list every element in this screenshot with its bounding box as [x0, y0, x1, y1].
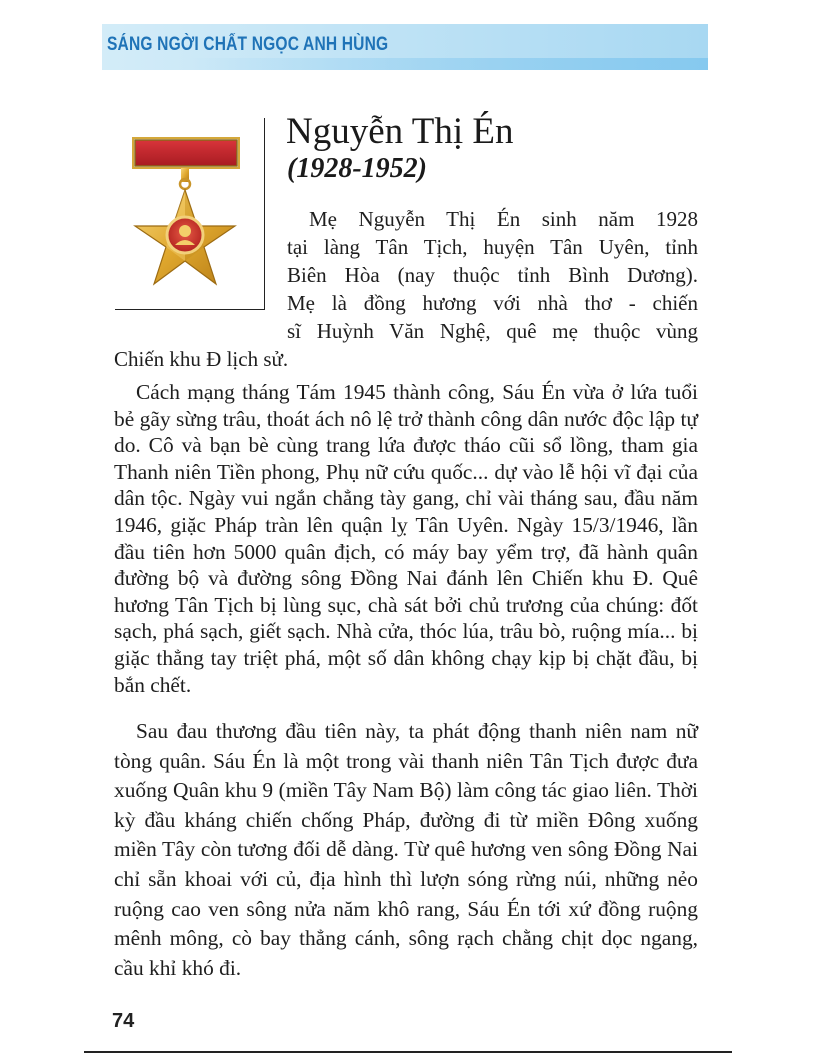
- intro-line: Biên Hòa (nay thuộc tỉnh Bình Dương).: [287, 263, 698, 287]
- intro-line: sĩ Huỳnh Văn Nghệ, quê mẹ thuộc vùng: [287, 319, 698, 343]
- footer-rule: [84, 1051, 732, 1053]
- medal-frame-rule-vertical: [264, 118, 265, 310]
- section-title: SÁNG NGỜI CHẤT NGỌC ANH HÙNG: [107, 34, 389, 55]
- body-paragraph-3: Sau đau thương đầu tiên này, ta phát động thanh niên nam nữ tòng quân. Sáu Én là một trong vài thanh niên Tân Tịch được đưa xuống Quân khu 9 (miền Tây Nam Bộ) làm công tác giao liên. Thời kỳ đầu kháng chiến chống Pháp, đường đi từ miền Đông xuống miền Tây còn tương đối dễ dàng. Từ quê hương ven sông Đồng Nai chỉ sẵn khoai với củ, địa hình thì lượn sóng rừng núi, những nẻo ruộng cao ven sông nửa năm khô rang, Sáu Én tới xứ đồng ruộng mênh mông, cò bay thẳng cánh, sông rạch chằng chịt dọc ngang, cầu khỉ khó đi.: [114, 719, 698, 980]
- hero-name: Nguyễn Thị Én: [286, 111, 514, 152]
- intro-line: Chiến khu Đ lịch sử.: [114, 347, 289, 371]
- medal-frame-rule-horizontal: [115, 309, 265, 310]
- hero-years: (1928-1952): [287, 153, 427, 184]
- intro-line: Mẹ Nguyễn Thị Én sinh năm 1928: [309, 207, 698, 231]
- body-paragraph-2: Cách mạng tháng Tám 1945 thành công, Sáu Én vừa ở lứa tuổi bẻ gãy sừng trâu, thoát ách nô lệ trở thành công dân nước độc lập tự do. Cô và bạn bè cùng trang lứa được tháo cũi sổ lồng, tham gia Thanh niên Tiền phong, Phụ nữ cứu quốc... dự vào lễ hội vĩ đại của dân tộc. Ngày vui ngắn chẳng tày gang, chỉ vài tháng sau, đầu năm 1946, giặc Pháp tràn lên quận lỵ Tân Uyên. Ngày 15/3/1946, lần đầu tiên hơn 5000 quân địch, có máy bay yểm trợ, đã hành quân đường bộ và đường sông Đồng Nai đánh lên Chiến khu Đ. Quê hương Tân Tịch bị lùng sục, chà sát bởi chủ trương của chúng: đốt sạch, phá sạch, giết sạch. Nhà cửa, thóc lúa, trâu bò, ruộng mía... bị giặc thẳng tay triệt phá, một số dân không chạy kịp bị chặt đầu, bị bắn chết.: [114, 380, 698, 697]
- intro-line: Mẹ là đồng hương với nhà thơ - chiến: [287, 291, 698, 315]
- hero-medal-icon: [115, 118, 263, 308]
- page-number: 74: [112, 1010, 135, 1032]
- header-band-tail: [188, 58, 708, 70]
- intro-line: tại làng Tân Tịch, huyện Tân Uyên, tỉnh: [287, 235, 698, 259]
